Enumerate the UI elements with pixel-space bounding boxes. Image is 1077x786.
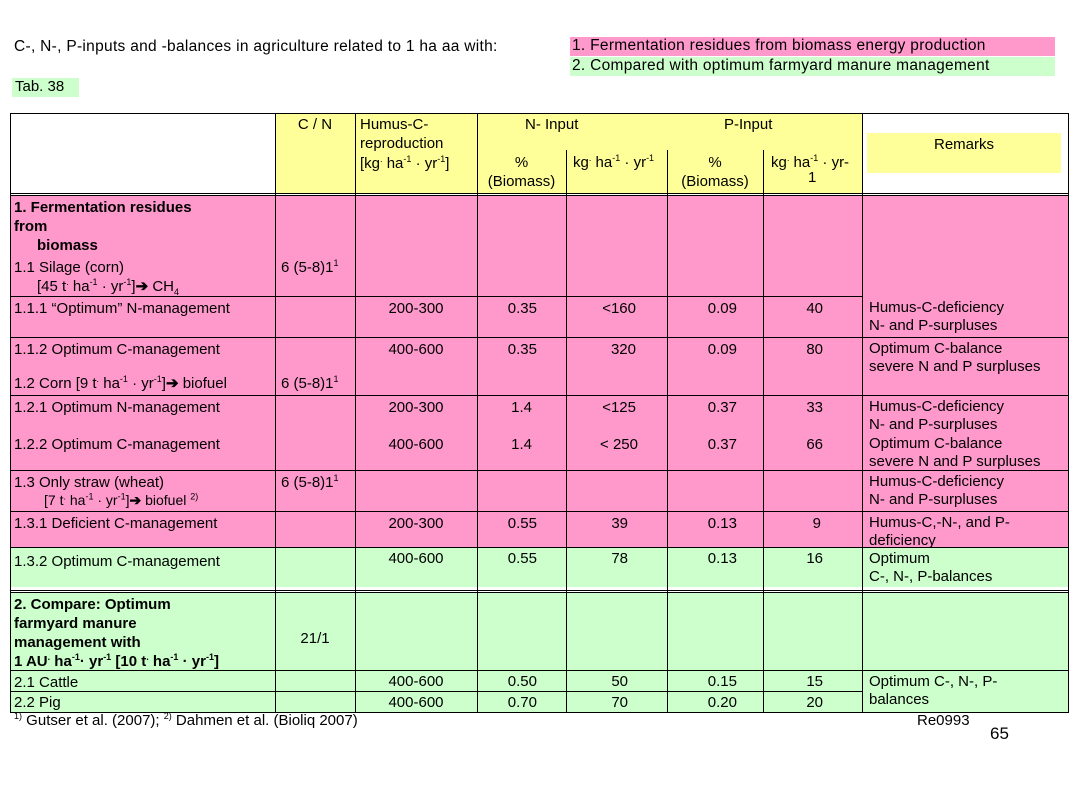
p-pct-value: 0.37 bbox=[707, 436, 737, 453]
p-kg-value: 33 bbox=[806, 399, 823, 416]
p-pct-value: 0.13 bbox=[707, 550, 737, 567]
row-1-1-sub: [45 t. $ha^{-1}$ · $yr^{-1}]➔$ $CH_4$ bbox=[37, 277, 180, 297]
reference-code: Re0993 bbox=[917, 712, 970, 729]
humus-value: 400-600 bbox=[388, 673, 444, 690]
header-n-biomass: (Biomass) bbox=[487, 173, 556, 190]
humus-value: 200-300 bbox=[388, 515, 444, 532]
remark-1-2-1-line2: N- and P-surpluses bbox=[869, 416, 998, 433]
cn-value-1-2: 6 $(5-8)1^1$ bbox=[281, 374, 339, 392]
grid-line bbox=[275, 113, 276, 713]
n-pct-value: 0.50 bbox=[507, 673, 537, 690]
n-kg-value: 78 bbox=[611, 550, 628, 567]
remark-1-3-2-line2: C-, N-, P-balances bbox=[869, 568, 993, 585]
grid-line bbox=[10, 193, 1069, 194]
n-kg-value: 70 bbox=[611, 694, 628, 711]
row-1-2-1-label: 1.2.1 Optimum N-management bbox=[14, 399, 220, 416]
humus-value: 400-600 bbox=[388, 341, 444, 358]
grid-line bbox=[10, 470, 862, 471]
grid-line bbox=[862, 113, 863, 713]
humus-value: 400-600 bbox=[388, 694, 444, 711]
section2-title-3: management with bbox=[14, 634, 141, 651]
p-pct-value: 0.13 bbox=[707, 515, 737, 532]
n-pct-value: 1.4 bbox=[511, 399, 532, 416]
remark-1-3-1-line2: deficiency bbox=[869, 532, 936, 549]
header-humus-1: Humus-C- bbox=[360, 116, 429, 133]
row-1-1-2-label: 1.1.2 Optimum C-management bbox=[14, 341, 220, 358]
grid-line bbox=[862, 337, 1069, 338]
grid-line bbox=[566, 150, 567, 713]
header-humus-3: [kg. $ha^{-1} \cdot yr^{-1}$] bbox=[360, 154, 450, 172]
cn-value-2: 21/1 bbox=[300, 630, 330, 647]
header-n-input: N- Input bbox=[525, 116, 579, 133]
remark-1-2-2-line2: severe N and P surpluses bbox=[869, 453, 1041, 470]
row-1-2-2-label: 1.2.2 Optimum C-management bbox=[14, 436, 220, 453]
n-pct-value: 0.55 bbox=[507, 515, 537, 532]
p-kg-value: 20 bbox=[806, 694, 823, 711]
page-number: 65 bbox=[990, 724, 1009, 743]
header-n-kg: kg. $ha^{-1} \cdot yr^{-1}$ bbox=[573, 153, 655, 171]
header-p-input: P-Input bbox=[724, 116, 773, 133]
grid-line bbox=[862, 670, 1069, 671]
p-kg-value: 66 bbox=[806, 436, 823, 453]
row-2-1-label: 2.1 Cattle bbox=[14, 674, 79, 691]
row-1-3-2-label: 1.3.2 Optimum C-management bbox=[14, 553, 220, 570]
n-kg-value: 320 bbox=[610, 341, 636, 358]
footnote: $^{1)}$ Gutser et al. (2007); $^{2)}$ Dahmen et al. (Bioliq 2007) bbox=[14, 711, 358, 729]
remark-1-3-line1: Humus-C-deficiency bbox=[869, 473, 1005, 490]
arrow-icon: ➔ bbox=[135, 278, 149, 295]
p-kg-value: 16 bbox=[806, 550, 823, 567]
p-pct-value: 0.20 bbox=[707, 694, 737, 711]
title-line2: 2. Compared with optimum farmyard manure management bbox=[570, 57, 1055, 76]
remark-1-1-2-line1: Optimum C-balance bbox=[869, 340, 1003, 357]
section1-title-2: from bbox=[14, 218, 48, 235]
grid-line bbox=[10, 337, 862, 338]
arrow-icon: ➔ bbox=[129, 492, 142, 508]
grid-line bbox=[667, 150, 668, 713]
grid-line bbox=[10, 113, 11, 713]
header-n-pct: % bbox=[514, 154, 529, 171]
title-lead: C-, N-, P-inputs and -balances in agriculture related to 1 ha aa with: bbox=[14, 38, 498, 55]
p-pct-value: 0.09 bbox=[707, 341, 737, 358]
n-kg-value: 39 bbox=[611, 515, 628, 532]
grid-line bbox=[862, 395, 1069, 396]
n-pct-value: 0.55 bbox=[507, 550, 537, 567]
grid-line bbox=[10, 691, 862, 692]
grid-line bbox=[862, 511, 1069, 512]
table-number: Tab. 38 bbox=[12, 78, 79, 97]
remark-1-3-line2: N- and P-surpluses bbox=[869, 491, 998, 508]
humus-value: 200-300 bbox=[388, 399, 444, 416]
grid-line bbox=[763, 150, 764, 713]
remark-1-1-1-line2: N- and P-surpluses bbox=[869, 317, 998, 334]
header-p-pct: % bbox=[708, 154, 722, 171]
humus-value: 400-600 bbox=[388, 436, 444, 453]
remark-1-3-2-line1: Optimum bbox=[869, 550, 930, 567]
grid-line bbox=[10, 670, 862, 671]
header-p-biomass: (Biomass) bbox=[681, 173, 749, 190]
grid-line bbox=[10, 395, 862, 396]
n-kg-value: <160 bbox=[602, 300, 636, 317]
p-kg-value: 15 bbox=[806, 673, 823, 690]
header-humus-2: reproduction bbox=[360, 135, 444, 152]
row-1-3-label: 1.3 Only straw (wheat) bbox=[14, 474, 165, 491]
grid-line bbox=[10, 590, 1069, 591]
remark-2-line2: balances bbox=[869, 691, 930, 708]
n-kg-value: < 250 bbox=[600, 436, 638, 453]
remark-1-2-2-line1: Optimum C-balance bbox=[869, 435, 1003, 452]
row-1-1-1-label: 1.1.1 “Optimum” N-management bbox=[14, 300, 230, 317]
n-pct-value: 0.35 bbox=[507, 341, 537, 358]
row-2-2-label: 2.2 Pig bbox=[14, 694, 61, 711]
p-kg-value: 80 bbox=[806, 341, 823, 358]
cn-value-1-3: 6 $(5-8)1^1$ bbox=[281, 473, 339, 491]
row-1-2-label: 1.2 Corn [9 t. $ha^{-1}$ · $yr^{-1}]➔$ biofuel bbox=[14, 374, 227, 392]
n-pct-value: 0.35 bbox=[507, 300, 537, 317]
grid-line bbox=[10, 511, 862, 512]
header-cn: C / N bbox=[297, 116, 333, 133]
header-p-kg: kg. $ha^{-1} \cdot yr-$ bbox=[771, 153, 850, 171]
humus-value: 200-300 bbox=[388, 300, 444, 317]
p-pct-value: 0.09 bbox=[707, 300, 737, 317]
p-kg-value: 9 bbox=[812, 515, 821, 532]
remark-1-1-1-line1: Humus-C-deficiency bbox=[869, 299, 1005, 316]
header-remarks: Remarks bbox=[933, 136, 994, 153]
remark-1-3-1-line1: Humus-C,-N-, and P- bbox=[869, 514, 1010, 531]
section2-title-4: 1 AU. $ha^{-1}\cdot yr^{-1}$ [10 t. $ha^{-1} \cdot yr^{-1}$] bbox=[14, 652, 219, 670]
section1-title-3: biomass bbox=[37, 237, 98, 254]
cn-value-1-1: 6 $(5-8)1^1$ bbox=[281, 258, 339, 276]
row-1-3-1-label: 1.3.1 Deficient C-management bbox=[14, 515, 218, 532]
header-p-kg-tail: 1 bbox=[808, 169, 817, 186]
row-1-3-sub: [7 t. $ha^{-1}$ · $yr^{-1}]➔$ biofuel $^{2)}$ bbox=[44, 491, 199, 508]
n-pct-value: 0.70 bbox=[507, 694, 537, 711]
grid-line bbox=[10, 296, 862, 297]
grid-line bbox=[10, 592, 1069, 593]
arrow-icon: ➔ bbox=[165, 375, 179, 392]
section1-title-1: 1. Fermentation residues bbox=[14, 199, 192, 216]
grid-line bbox=[862, 470, 1069, 471]
row-1-1-label: 1.1 Silage (corn) bbox=[14, 259, 125, 276]
grid-line bbox=[1068, 113, 1069, 713]
remark-1-2-1-line1: Humus-C-deficiency bbox=[869, 398, 1005, 415]
remark-1-1-2-line2: severe N and P surpluses bbox=[869, 358, 1041, 375]
n-kg-value: <125 bbox=[602, 399, 636, 416]
grid-line bbox=[10, 195, 1069, 196]
n-kg-value: 50 bbox=[611, 673, 628, 690]
section2-title-2: farmyard manure bbox=[14, 615, 137, 632]
p-kg-value: 40 bbox=[806, 300, 823, 317]
n-pct-value: 1.4 bbox=[511, 436, 532, 453]
remark-2-line1: Optimum C-, N-, P- bbox=[869, 673, 998, 690]
section2-title-1: 2. Compare: Optimum bbox=[14, 596, 171, 613]
grid-line bbox=[10, 113, 1069, 114]
title-line1: 1. Fermentation residues from biomass energy production bbox=[570, 37, 1055, 56]
humus-value: 400-600 bbox=[388, 550, 444, 567]
p-pct-value: 0.37 bbox=[707, 399, 737, 416]
p-pct-value: 0.15 bbox=[707, 673, 737, 690]
